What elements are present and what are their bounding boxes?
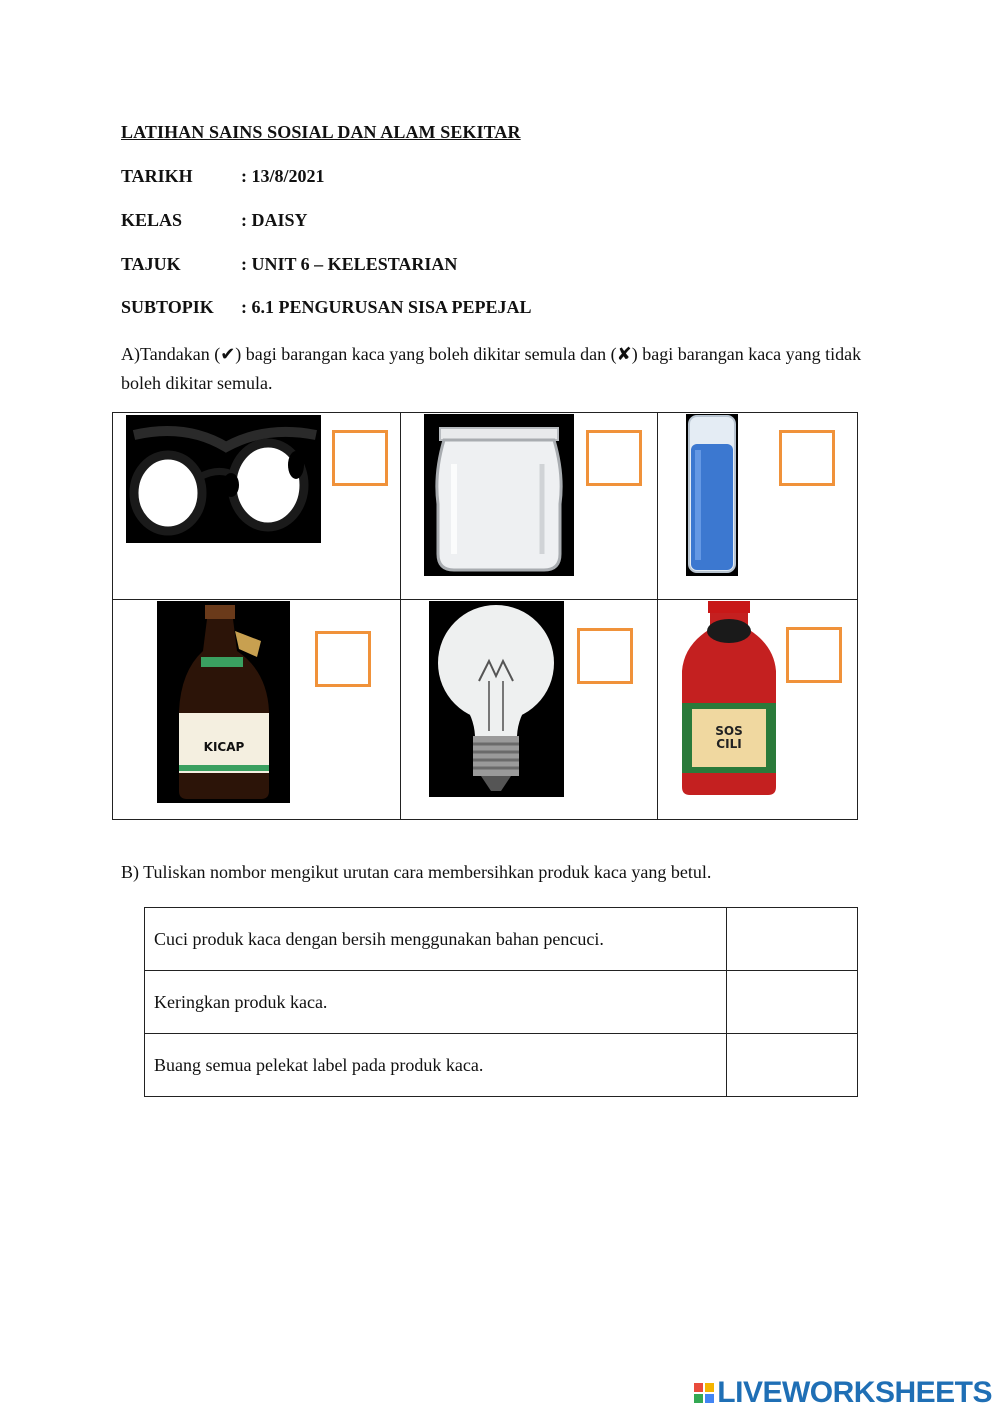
glasses-icon bbox=[126, 415, 321, 543]
instruction-text: A)Tandakan ( bbox=[121, 344, 221, 364]
step-text: Buang semua pelekat label pada produk kaca. bbox=[145, 1034, 727, 1097]
jar-icon bbox=[424, 414, 574, 576]
section-b-instruction: B) Tuliskan nombor mengikut urutan cara membersihkan produk kaca yang betul. bbox=[121, 862, 712, 882]
brand-name: LIVEWORKSHEETS bbox=[717, 1376, 992, 1409]
grid-cell-jar bbox=[401, 413, 658, 600]
liveworksheets-logo bbox=[694, 1376, 992, 1410]
logo-grid-icon bbox=[694, 1383, 714, 1403]
table-row bbox=[145, 1034, 858, 1097]
instruction-text: ) bagi barangan kaca yang tidak boleh dikitar semula. bbox=[121, 344, 862, 393]
instruction-text: ) bagi barangan kaca yang boleh dikitar semula dan ( bbox=[235, 344, 617, 364]
soy-sauce-label: KICAP bbox=[203, 740, 245, 754]
section-a-grid bbox=[112, 412, 858, 820]
step-text: Cuci produk kaca dengan bersih menggunakan bahan pencuci. bbox=[145, 908, 727, 971]
table-row bbox=[145, 908, 858, 971]
answer-box[interactable] bbox=[332, 430, 388, 486]
light-bulb-icon bbox=[429, 601, 564, 797]
check-icon: ✔ bbox=[220, 344, 236, 365]
answer-cell[interactable] bbox=[727, 908, 858, 971]
meta-key: TARIKH bbox=[121, 166, 193, 186]
meta-value: : 13/8/2021 bbox=[241, 166, 325, 186]
chili-sauce-bottle-icon bbox=[678, 601, 780, 797]
meta-key: TAJUK bbox=[121, 254, 181, 274]
section-b-table bbox=[144, 907, 858, 1097]
cross-icon: ✘ bbox=[616, 344, 632, 365]
answer-cell[interactable] bbox=[727, 971, 858, 1034]
answer-box[interactable] bbox=[577, 628, 633, 684]
step-text: Keringkan produk kaca. bbox=[145, 971, 727, 1034]
test-tube-icon bbox=[686, 414, 738, 576]
grid-cell-glasses bbox=[113, 413, 401, 600]
grid-cell-chili-sauce bbox=[658, 600, 858, 820]
meta-value: : 6.1 PENGURUSAN SISA PEPEJAL bbox=[241, 297, 532, 317]
meta-value: : UNIT 6 – KELESTARIAN bbox=[241, 254, 458, 274]
soy-sauce-bottle-icon bbox=[157, 601, 290, 803]
chili-sauce-label-2: CILI bbox=[716, 737, 742, 751]
worksheet-title: LATIHAN SAINS SOSIAL DAN ALAM SEKITAR bbox=[121, 122, 521, 142]
answer-cell[interactable] bbox=[727, 1034, 858, 1097]
grid-cell-soy-sauce bbox=[113, 600, 401, 820]
chili-sauce-label-1: SOS bbox=[715, 724, 743, 738]
meta-key: SUBTOPIK bbox=[121, 297, 214, 317]
answer-box[interactable] bbox=[779, 430, 835, 486]
answer-box[interactable] bbox=[586, 430, 642, 486]
section-a-instruction bbox=[121, 340, 891, 397]
grid-cell-light-bulb bbox=[401, 600, 658, 820]
table-row bbox=[145, 971, 858, 1034]
grid-cell-test-tube bbox=[658, 413, 858, 600]
meta-key: KELAS bbox=[121, 210, 183, 230]
answer-box[interactable] bbox=[786, 627, 842, 683]
answer-box[interactable] bbox=[315, 631, 371, 687]
meta-value: : DAISY bbox=[241, 210, 308, 230]
